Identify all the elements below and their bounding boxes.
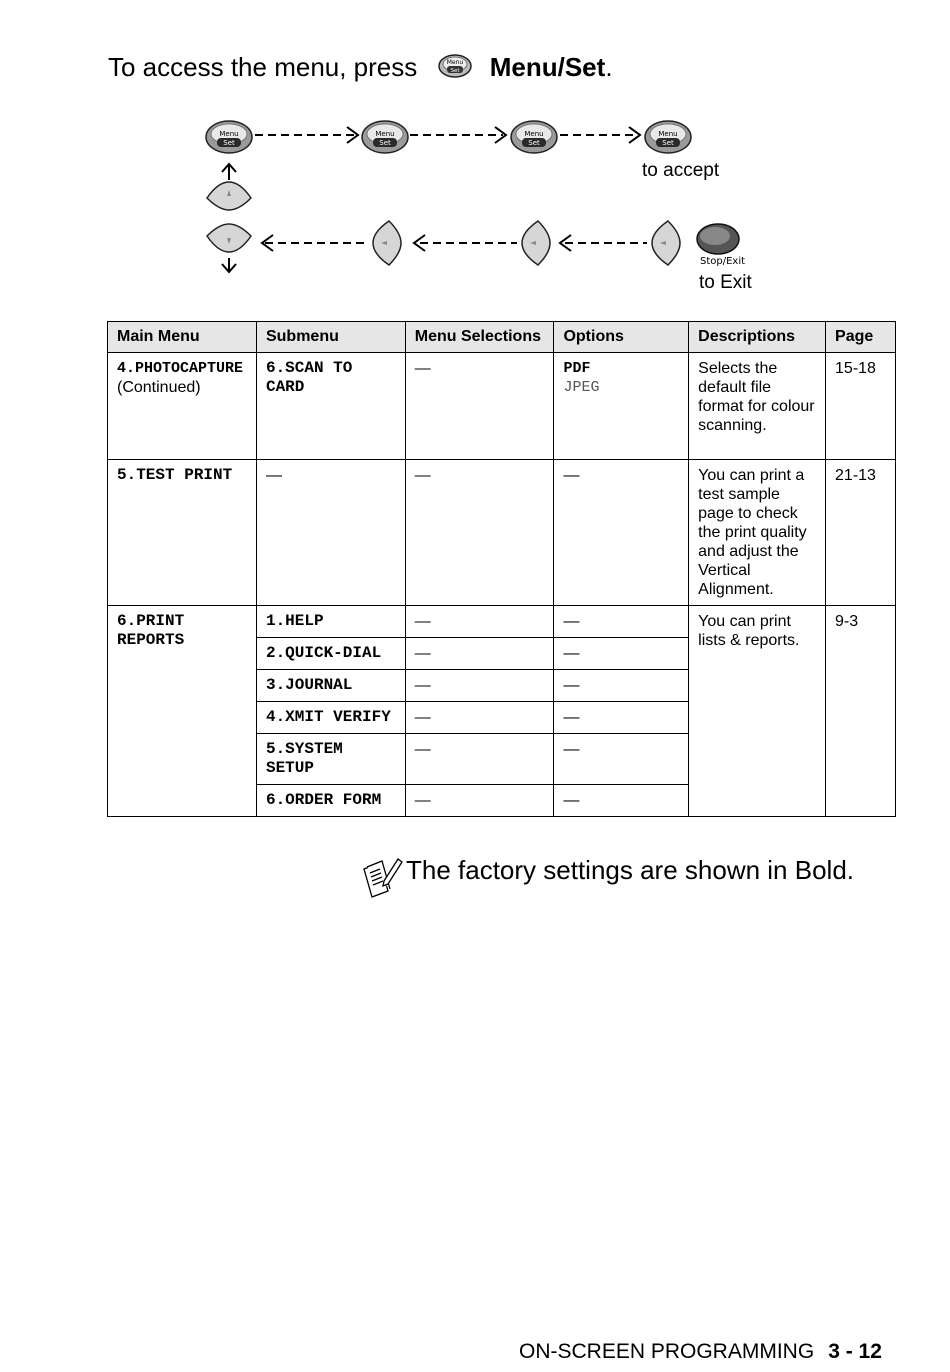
selections-cell: — — [405, 785, 554, 817]
description-cell: Selects the default file format for colour scanning. — [689, 353, 826, 460]
submenu-cell: 5.SYSTEM SETUP — [256, 734, 405, 785]
forward-arrows — [255, 127, 640, 143]
selections-cell: — — [405, 638, 554, 670]
footer-page-number: 3 - 12 — [828, 1340, 882, 1363]
submenu-cell: 6.SCAN TO CARD — [256, 353, 405, 460]
main-menu-code: 5.TEST PRINT — [108, 460, 257, 606]
options-cell: — — [554, 734, 689, 785]
table-row — [108, 460, 896, 606]
exit-caption: to Exit — [699, 272, 752, 293]
menu-label: Menu — [446, 58, 463, 66]
options-cell: — — [554, 606, 689, 638]
footer-section: ON-SCREEN PROGRAMMING — [519, 1340, 815, 1363]
stop-exit-button[interactable] — [697, 224, 745, 267]
table-header-row — [108, 322, 896, 353]
header-options: Options — [554, 322, 689, 353]
intro-text: To access the menu, press — [108, 52, 418, 82]
header-page: Page — [826, 322, 896, 353]
note-text: The factory settings are shown in Bold. — [406, 855, 855, 885]
page-cell: 21-13 — [826, 460, 896, 606]
note — [358, 855, 854, 901]
page-cell: 15-18 — [826, 353, 896, 460]
submenu-cell: 4.XMIT VERIFY — [256, 702, 405, 734]
set-label: Set — [223, 139, 235, 147]
up-arrow-icon — [222, 164, 236, 180]
main-menu-cell — [108, 353, 257, 460]
menu-label: Menu — [658, 130, 678, 138]
options-cell: — — [554, 460, 689, 606]
description-cell: You can print lists & reports. — [689, 606, 826, 817]
selections-cell: — — [405, 606, 554, 638]
set-label: Set — [379, 139, 391, 147]
main-menu-code: 6.PRINT REPORTS — [108, 606, 257, 817]
menu-set-button-icon — [437, 53, 473, 86]
note-icon — [358, 855, 404, 901]
menu-label: Menu — [524, 130, 544, 138]
submenu-cell: 2.QUICK-DIAL — [256, 638, 405, 670]
selections-cell: — — [405, 460, 554, 606]
selections-cell: — — [405, 670, 554, 702]
main-menu-code: 4.PHOTOCAPTURE — [117, 360, 244, 377]
menu-label: Menu — [375, 130, 395, 138]
options-cell: — — [554, 638, 689, 670]
menu-set-button[interactable] — [206, 121, 252, 153]
option: JPEG — [563, 379, 600, 396]
accept-caption: to accept — [642, 160, 720, 181]
option-default: PDF — [563, 360, 591, 377]
menu-set-button[interactable] — [645, 121, 691, 153]
up-key[interactable] — [207, 182, 251, 210]
options-cell: — — [554, 785, 689, 817]
set-label: Set — [662, 139, 674, 147]
header-menu-selections: Menu Selections — [405, 322, 554, 353]
navigation-diagram — [195, 112, 755, 282]
intro-period: . — [605, 52, 613, 82]
options-cell: — — [554, 702, 689, 734]
table-row — [108, 606, 896, 638]
left-key[interactable] — [522, 221, 550, 265]
header-submenu: Submenu — [256, 322, 405, 353]
options-cell: — — [554, 670, 689, 702]
down-key[interactable] — [207, 224, 251, 252]
page-cell: 9-3 — [826, 606, 896, 817]
header-descriptions: Descriptions — [689, 322, 826, 353]
options-cell — [554, 353, 689, 460]
submenu-cell: 3.JOURNAL — [256, 670, 405, 702]
intro-line — [108, 52, 613, 86]
selections-cell: — — [405, 734, 554, 785]
selections-cell: — — [405, 353, 554, 460]
set-label: Set — [449, 67, 460, 74]
stop-exit-label: Stop/Exit — [700, 256, 746, 267]
left-key[interactable] — [652, 221, 680, 265]
submenu-cell: 6.ORDER FORM — [256, 785, 405, 817]
submenu-cell: — — [256, 460, 405, 606]
table-row — [108, 353, 896, 460]
footer — [519, 1340, 882, 1364]
menu-table — [107, 321, 896, 817]
submenu-cell: 1.HELP — [256, 606, 405, 638]
menu-label: Menu — [219, 130, 239, 138]
menu-set-button[interactable] — [511, 121, 557, 153]
header-main-menu: Main Menu — [108, 322, 257, 353]
description-cell: You can print a test sample page to check the print quality and adjust the Vertical Alignment. — [689, 460, 826, 606]
menu-set-button[interactable] — [362, 121, 408, 153]
set-label: Set — [528, 139, 540, 147]
down-arrow-icon — [222, 258, 236, 272]
menu-set-key-label: Menu/Set — [489, 52, 606, 82]
left-key[interactable] — [373, 221, 401, 265]
back-arrows — [262, 235, 647, 251]
selections-cell: — — [405, 702, 554, 734]
main-menu-note: (Continued) — [117, 379, 201, 396]
